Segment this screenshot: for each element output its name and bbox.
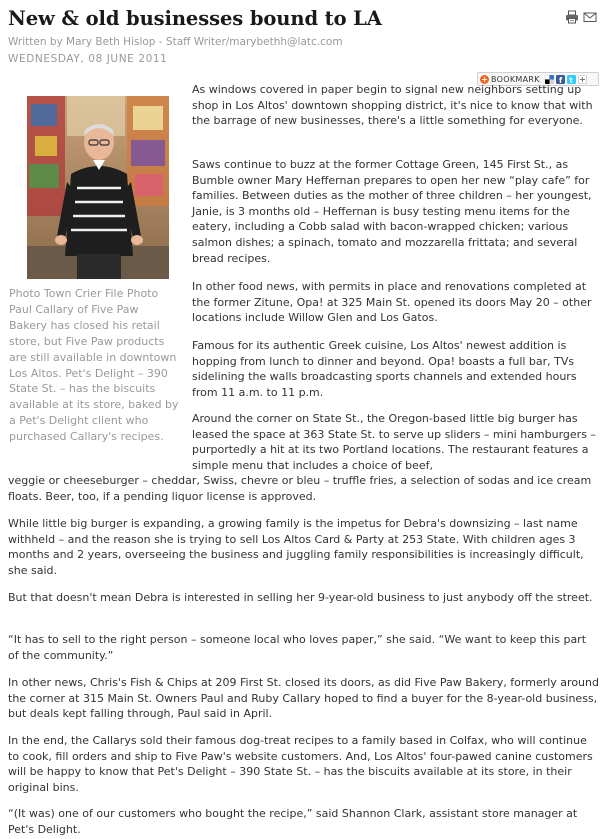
paragraph-1 xyxy=(192,82,600,129)
paragraph-text: veggie or cheeseburger – cheddar, Swiss, chevre or bleu – truffle fries, a selection of sodas and ice cream floats. Beer, too, if a pending liquor license is approved. xyxy=(8,474,592,503)
paragraph-4 xyxy=(192,338,600,400)
paragraph-text: As windows covered in paper begin to signal new neighbors setting up shop in Los Altos' downtown shopping district, it's nice to know that with the barrage of new businesses, there's a little something for everyone. xyxy=(192,83,593,128)
paragraph-10 xyxy=(8,733,600,795)
article-title: New & old businesses bound to LA xyxy=(8,7,382,30)
paragraph-text: While little big burger is expanding, a growing family is the impetus for Debra's downsizing – last name withheld – and the reason she is trying to sell Los Altos Card & Party at 253 State. With children ages 3 months and 2 years, overseeing the business and juggling family responsibilities is increasingly difficult, she said. xyxy=(8,517,584,577)
photo-caption xyxy=(9,286,179,445)
bookmark-label: BOOKMARK xyxy=(491,74,540,84)
paragraph-text: Famous for its authentic Greek cuisine, Los Altos' newest addition is hopping from lunch to dinner and beyond. Opa! boasts a full bar, TVs sidelining the walls broadcasting sports channels and extended hours from 11 a.m. to 11 p.m. xyxy=(192,339,577,399)
publish-date: WEDNESDAY, 08 JUNE 2011 xyxy=(8,53,168,65)
svg-text:t: t xyxy=(569,76,573,84)
byline: Written by Mary Beth Hislop - Staff Writer/marybethh@latc.com xyxy=(8,36,343,48)
paragraph-text: But that doesn't mean Debra is interested in selling her 9-year-old business to just anybody off the street. xyxy=(8,591,593,604)
article-tools xyxy=(565,10,597,24)
paragraph-11 xyxy=(8,806,600,837)
paragraph-9 xyxy=(8,675,600,722)
paragraph-text: In other food news, with permits in place and renovations completed at the former Zitune, Opa! at 325 Main St. opened its doors May 20 – other locations include Willow Glen and Los Gatos. xyxy=(192,280,592,325)
caption-text: Photo Town Crier File Photo Paul Callary of Five Paw Bakery has closed his retail store, but Five Paw products are still available in downtown Los Altos. Pet's Delight – 390 State St. – has the biscuits available at its store, baked by a Pet's Delight client who purchased Callary's recipes. xyxy=(9,287,179,444)
paragraph-text: In other news, Chris's Fish & Chips at 209 First St. closed its doors, as did Five Paw Bakery, formerly around the corner at 315 Main St. Owners Paul and Ruby Callary hoped to find a buyer for the 8-year-old business, but deals kept falling through, Paul said in April. xyxy=(8,676,599,721)
email-icon[interactable] xyxy=(583,10,597,24)
paragraph-5-continued xyxy=(8,473,600,504)
paragraph-8 xyxy=(8,632,600,663)
paragraph-text: Saws continue to buzz at the former Cottage Green, 145 First St., as Bumble owner Mary Heffernan prepares to open her new “play cafe” for families. Between duties as the mother of three children – her youngest, Janie, is 3 months old – Heffernan is busy testing menu items for the eatery, including a Cobb salad with bacon-wrapped chicken; various salmon dishes; a spinach, tomato and mozzarella frittata; and several bread recipes. xyxy=(192,158,592,265)
paragraph-text: In the end, the Callarys sold their famous dog-treat recipes to a family based in Colfax, who will continue to cook, fill orders and ship to Five Paw's website customers. And, Los Altos' four-pawed canine customers will be happy to know that Pet's Delight – 390 State St. – has the biscuits available at its store, in their original bins. xyxy=(8,734,593,794)
paragraph-2 xyxy=(192,157,600,266)
paragraph-6 xyxy=(8,516,600,578)
add-plus-icon: + xyxy=(481,74,488,84)
paragraph-text: “It has to sell to the right person – someone local who loves paper,” she said. “We want to keep this part of the community.” xyxy=(8,633,587,662)
paragraph-5 xyxy=(192,411,600,473)
paragraph-3 xyxy=(192,279,600,326)
paragraph-text: Around the corner on State St., the Oregon-based little big burger has leased the space at 363 State St. to serve up sliders – mini hamburgers – purportedly a hit at its two Portland locations. The restaurant features a simple menu that includes a choice of beef, xyxy=(192,412,596,472)
paragraph-7 xyxy=(8,590,600,606)
paragraph-text: “(It was) one of our customers who bought the recipe,” said Shannon Clark, assistant store manager at Pet's Delight. xyxy=(8,807,578,836)
printer-icon[interactable] xyxy=(565,10,579,24)
article-photo xyxy=(27,96,169,279)
svg-text:f: f xyxy=(558,75,563,84)
